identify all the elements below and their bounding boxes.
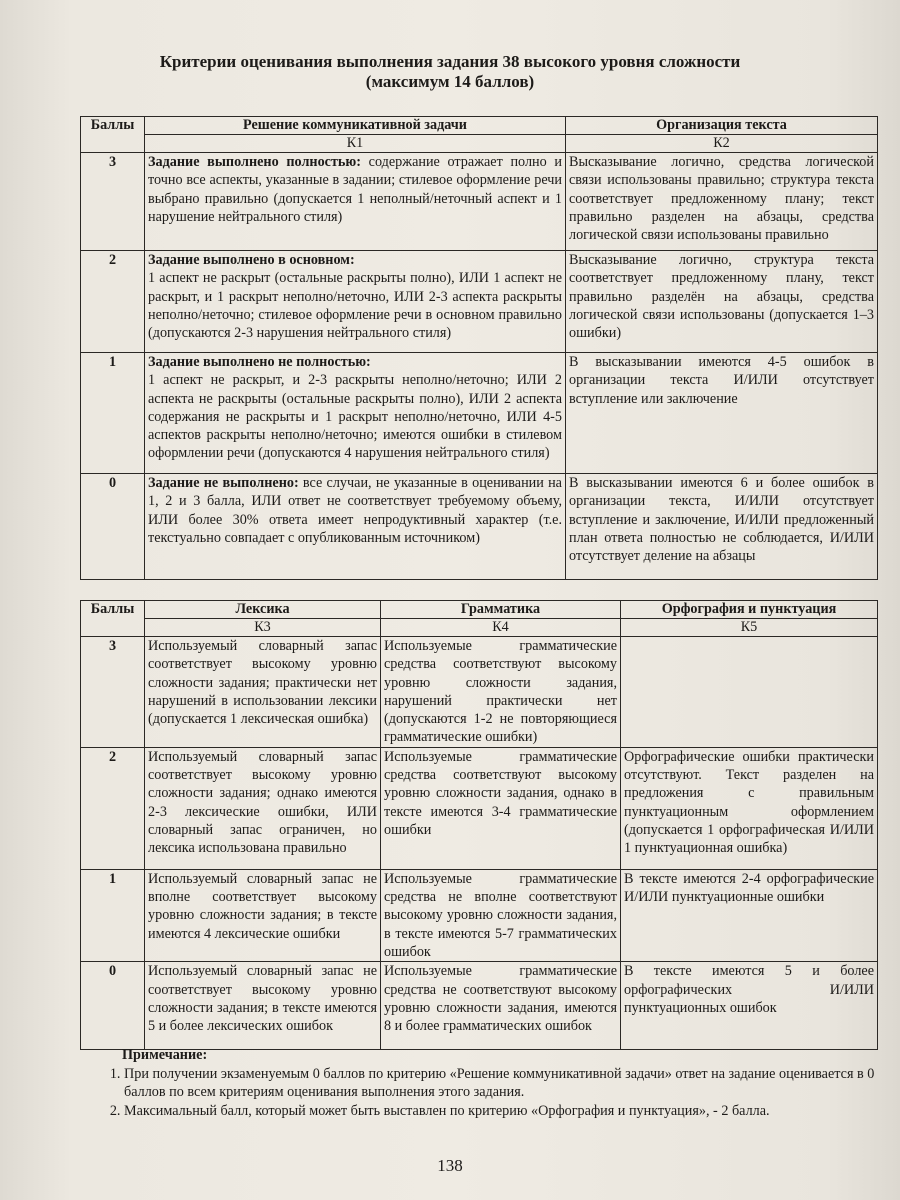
k2-cell: Высказывание логично, средства логической связи использованы правильно; структура текста соответствует предложенному плану; текст правильно разделен на абзацы, средства логической связи использованы правильно — [566, 153, 878, 251]
k2-cell: В высказывании имеются 4-5 ошибок в организации текста И/ИЛИ отсутствует вступление или заключение — [566, 353, 878, 474]
table-row — [81, 474, 878, 580]
notes-list — [106, 1065, 876, 1121]
notes-section — [106, 1046, 876, 1120]
k1-cell — [145, 353, 566, 474]
note-item: 1. При получении экзаменуемым 0 баллов по критерию «Решение коммуникативной задачи» ответ на задание оценивается в 0 баллов по всем критериям оценивания выполнения этого задания. — [124, 1065, 876, 1102]
k2-cell: Высказывание логично, структура текста соответствует предложенному плану, текст правильно разделён на абзацы, средства логической связи использованы (допускается 1–3 ошибки) — [566, 251, 878, 353]
k3-cell: Используемый словарный запас не вполне соответствует высокому уровню сложности задания; в тексте имеются 4 лексические ошибки — [145, 869, 381, 961]
page-title — [0, 52, 900, 92]
header-points: Баллы — [81, 117, 145, 153]
k1-cell — [145, 474, 566, 580]
table-row — [81, 251, 878, 353]
table-row — [81, 747, 878, 869]
k1-text: все случаи, не указанные в оценивании на 1, 2 и 3 балла, ИЛИ ответ не соответствует требуемому объему, ИЛИ более 30% ответа имеет непродуктивный характер (т.е. текстуально совпадает с опубликованным источником) — [148, 475, 562, 546]
title-line-2: (максимум 14 баллов) — [365, 72, 535, 91]
k3-cell: Используемый словарный запас соответствует высокому уровню сложности задания; практически нет нарушений в использовании лексики (допускается 1 лексическая ошибка) — [145, 637, 381, 748]
k3-cell: Используемый словарный запас соответствует высокому уровню сложности задания; однако имеются 2-3 лексические ошибки, ИЛИ словарный запас ограничен, но лексика использована правильно — [145, 747, 381, 869]
row-score: 3 — [81, 153, 145, 251]
row-score: 3 — [81, 637, 145, 748]
row-score: 2 — [81, 747, 145, 869]
header-k4: К4 — [381, 619, 621, 637]
k4-cell: Используемые грамматические средства соответствуют высокому уровню сложности задания, нарушений практически нет (допускаются 1-2 не повторяющиеся грамматические ошибки) — [381, 637, 621, 748]
k1-lead: Задание выполнено полностью: — [148, 154, 362, 170]
header-k5: К5 — [621, 619, 878, 637]
k5-cell: Орфографические ошибки практически отсутствуют. Текст разделен на предложения с правильным пунктуационным оформлением (допускается 1 орфографическая И/ИЛИ 1 пунктуационная ошибка) — [621, 747, 878, 869]
k1-cell — [145, 153, 566, 251]
k1-text: содержание отражает полно и точно все аспекты, указанные в задании; стилевое оформление речи выбрано правильно (допускается 1 неполный/неточный аспект и 1 нарушение нейтрального стиля) — [148, 154, 562, 225]
row-score: 1 — [81, 353, 145, 474]
k5-cell: В тексте имеются 5 и более орфографических И/ИЛИ пунктуационных ошибок — [621, 962, 878, 1050]
note-item: 2. Максимальный балл, который может быть выставлен по критерию «Орфография и пунктуация», - 2 балла. — [124, 1102, 876, 1121]
k2-cell: В высказывании имеются 6 и более ошибок в организации текста, И/ИЛИ отсутствует вступление и заключение, И/ИЛИ предложенный план ответа полностью не соблюдается, И/ИЛИ отсутствует деление на абзацы — [566, 474, 878, 580]
table-row — [81, 637, 878, 748]
table-criteria-row — [81, 619, 878, 637]
row-score: 1 — [81, 869, 145, 961]
header-k1: К1 — [145, 135, 566, 153]
header-text-organization: Организация текста — [566, 117, 878, 135]
k1-lead: Задание не выполнено: — [148, 475, 299, 491]
criteria-table-k1-k2 — [80, 116, 878, 580]
row-score: 0 — [81, 474, 145, 580]
k4-cell: Используемые грамматические средства соответствуют высокому уровню сложности задания, однако в тексте имеются 3-4 грамматические ошибки — [381, 747, 621, 869]
k1-lead: Задание выполнено в основном: — [148, 252, 355, 268]
header-points: Баллы — [81, 601, 145, 637]
table-row — [81, 153, 878, 251]
row-score: 2 — [81, 251, 145, 353]
header-grammar: Грамматика — [381, 601, 621, 619]
row-score: 0 — [81, 962, 145, 1050]
k3-cell: Используемый словарный запас не соответствует высокому уровню сложности задания; в тексте имеются 5 и более лексических ошибок — [145, 962, 381, 1050]
k1-lead: Задание выполнено не полностью: — [148, 354, 371, 370]
k1-cell — [145, 251, 566, 353]
header-spelling-punctuation: Орфография и пунктуация — [621, 601, 878, 619]
notes-title: Примечание: — [122, 1047, 208, 1063]
table-header-row — [81, 601, 878, 619]
table-row — [81, 353, 878, 474]
k5-cell — [621, 637, 878, 748]
k4-cell: Используемые грамматические средства не соответствуют высокому уровню сложности задания, имеются 8 и более грамматических ошибок — [381, 962, 621, 1050]
table-criteria-row — [81, 135, 878, 153]
k4-cell: Используемые грамматические средства не вполне соответствуют высокому уровню сложности задания, в тексте имеются 5-7 грамматических ошибок — [381, 869, 621, 961]
header-k3: К3 — [145, 619, 381, 637]
table-row — [81, 962, 878, 1050]
header-vocabulary: Лексика — [145, 601, 381, 619]
k1-text: 1 аспект не раскрыт (остальные раскрыты полно), ИЛИ 1 аспект не раскрыт, и 1 раскрыт неполно/неточно, ИЛИ 2-3 аспекта раскрыты неполно/неточно; стилевое оформление речи в основном правильно (допускаются 2-3 нарушения нейтрального стиля) — [148, 270, 562, 342]
title-line-1: Критерии оценивания выполнения задания 38 высокого уровня сложности — [159, 52, 741, 71]
page-number: 138 — [437, 1156, 463, 1175]
criteria-table-k3-k5 — [80, 600, 878, 1050]
header-communicative-task: Решение коммуникативной задачи — [145, 117, 566, 135]
k1-text: 1 аспект не раскрыт, и 2-3 раскрыты неполно/неточно; ИЛИ 2 аспекта не раскрыты (остальные раскрыты полно), ИЛИ 2 аспекта содержания не раскрыты и 1 раскрыт неполно/неточно, ИЛИ 4-5 аспектов раскрыты неполно/неточно; имеются ошибки в стилевом оформлении речи (допускаются 4 нарушения нейтрального стиля) — [148, 372, 562, 462]
k5-cell: В тексте имеются 2-4 орфографические И/ИЛИ пунктуационные ошибки — [621, 869, 878, 961]
header-k2: К2 — [566, 135, 878, 153]
table-row — [81, 869, 878, 961]
table-header-row — [81, 117, 878, 135]
